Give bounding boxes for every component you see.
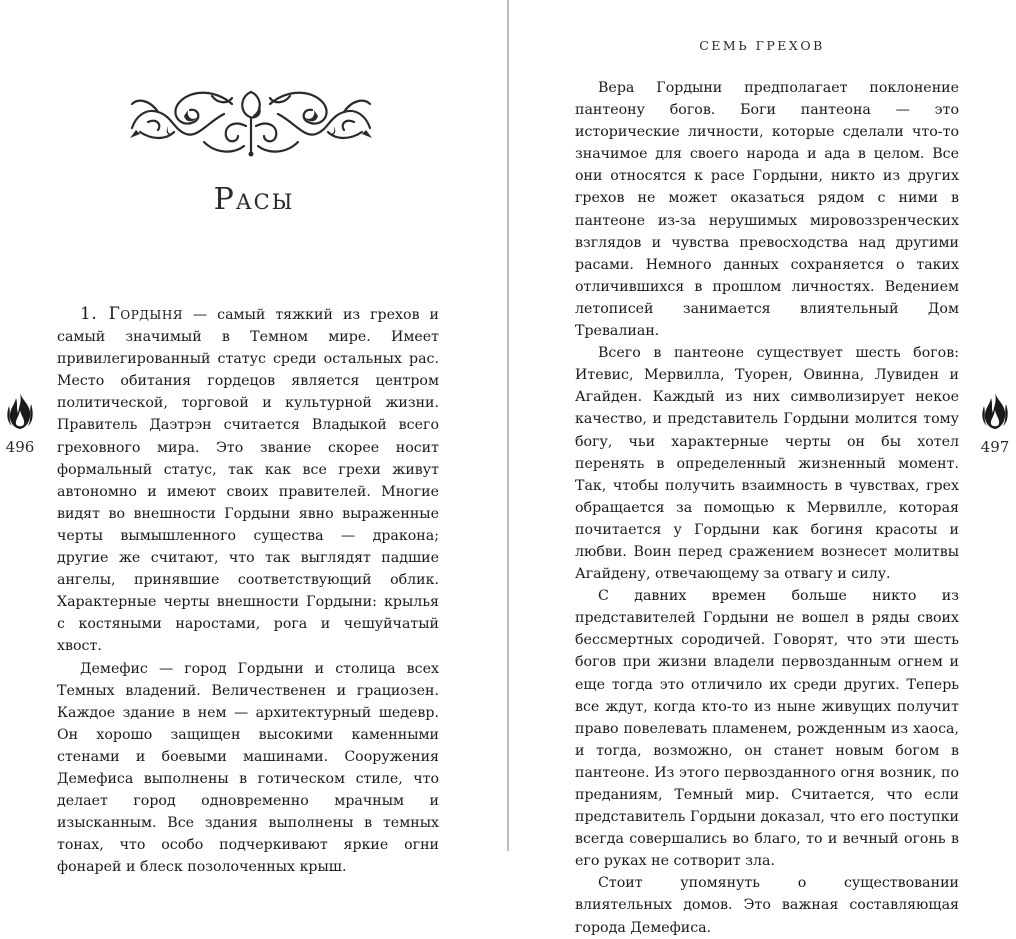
- paragraph: Стоит упомянуть о существовании влиятельных домов. Это важная составляющая города Демефиса.: [575, 875, 959, 936]
- section-heading: 1. Гордыня: [80, 304, 183, 324]
- baroque-scroll-ornament: [128, 82, 374, 158]
- paragraph: [57, 303, 439, 658]
- running-head: СЕМЬ ГРЕХОВ: [699, 38, 825, 53]
- left-folio: [0, 392, 40, 456]
- paragraph: Всего в пантеоне существует шесть богов: Итевис, Мервилла, Туорен, Овинна, Лувиден и Агайден. Каждый из них символизирует некое качество, и представитель Гордыни молится тому богу, чьи характерные черты он бы хотел перенять в определенный жизненный момент. Так, чтобы получить взаимность в чувствах, грех обращается за помощью к Мервилле, которая почитается у Гордыни как богиня красоты и любви. Воин перед сражением вознесет молитвы Агайдену, отвечающему за отвагу и силу.: [575, 345, 959, 583]
- paragraph: С давних времен больше никто из представителей Гордыни не вошел в ряды своих бессмертных сородичей. Говорят, что эти шесть богов при жизни владели первозданным огнем и еще тогда это отличило их среди других. Теперь все ждут, когда кто-то из ныне живущих получит право повелевать пламенем, рожденным из хаоса, и тогда, возможно, он станет новым богом в пантеоне. Из этого первозданного огня возник, по преданиям, Темный мир. Считается, что если представитель Гордыни доказал, что его поступки всегда совершались во благо, то и вечный огонь в его руках не сотворит зла.: [575, 588, 959, 870]
- page-number: 497: [980, 438, 1010, 456]
- left-page: [0, 0, 508, 876]
- right-page: [509, 0, 1016, 936]
- chapter-title: Расы: [213, 182, 295, 217]
- paragraph: Демефис — город Гордыни и столица всех Темных владений. Величественен и грациозен. Каждое здание в нем — архитектурный шедевр. Он хорошо защищен высокими каменными стенами и боевыми машинами. Сооружения Демефиса выполнены в готическом стиле, что делает город одновременно мрачным и изысканным. Все здания выполнены в темных тонах, что особо подчеркивают яркие огни фонарей и блеск позолоченных крыш.: [57, 660, 439, 876]
- flame-icon: [981, 392, 1009, 430]
- right-folio: [975, 392, 1015, 456]
- paragraph-text: — самый тяжкий из грехов и самый значимый в Темном мире. Имеет привилегированный статус среди остальных рас. Место обитания гордецов является центром политической, торговой и культурной жизни. Правитель Даэтрэн считается Владыкой всего греховного мира. Это звание скорее носит формальный статус, так как все грехи живут автономно и имеют своих правителей. Многие видят во внешности Гордыни явно выраженные черты вымышленного существа — дракона; другие же считают, что так выглядят падшие ангелы, принявшие соответствующий облик. Характерные черты внешности Гордыни: крылья с костяными наростами, рога и чешуйчатый хвост.: [57, 307, 440, 655]
- page-number: 496: [5, 438, 35, 456]
- left-body-text: [57, 303, 439, 878]
- flame-icon: [6, 392, 34, 430]
- paragraph: Вера Гордыни предполагает поклонение пантеону богов. Боги пантеона — это исторические личности, которые сделали что-то значимое для своего народа и ада в целом. Все они относятся к расе Гордыни, никто из других грехов не может оказаться рядом с ними в пантеоне из-за нерушимых мировоззренческих взглядов и чувства превосходства над другими расами. Немного данных сохраняется о таких отличившихся в прошлом личностях. Ведением летописей занимается влиятельный Дом Тревалиан.: [575, 80, 959, 340]
- right-body-text: [575, 77, 959, 939]
